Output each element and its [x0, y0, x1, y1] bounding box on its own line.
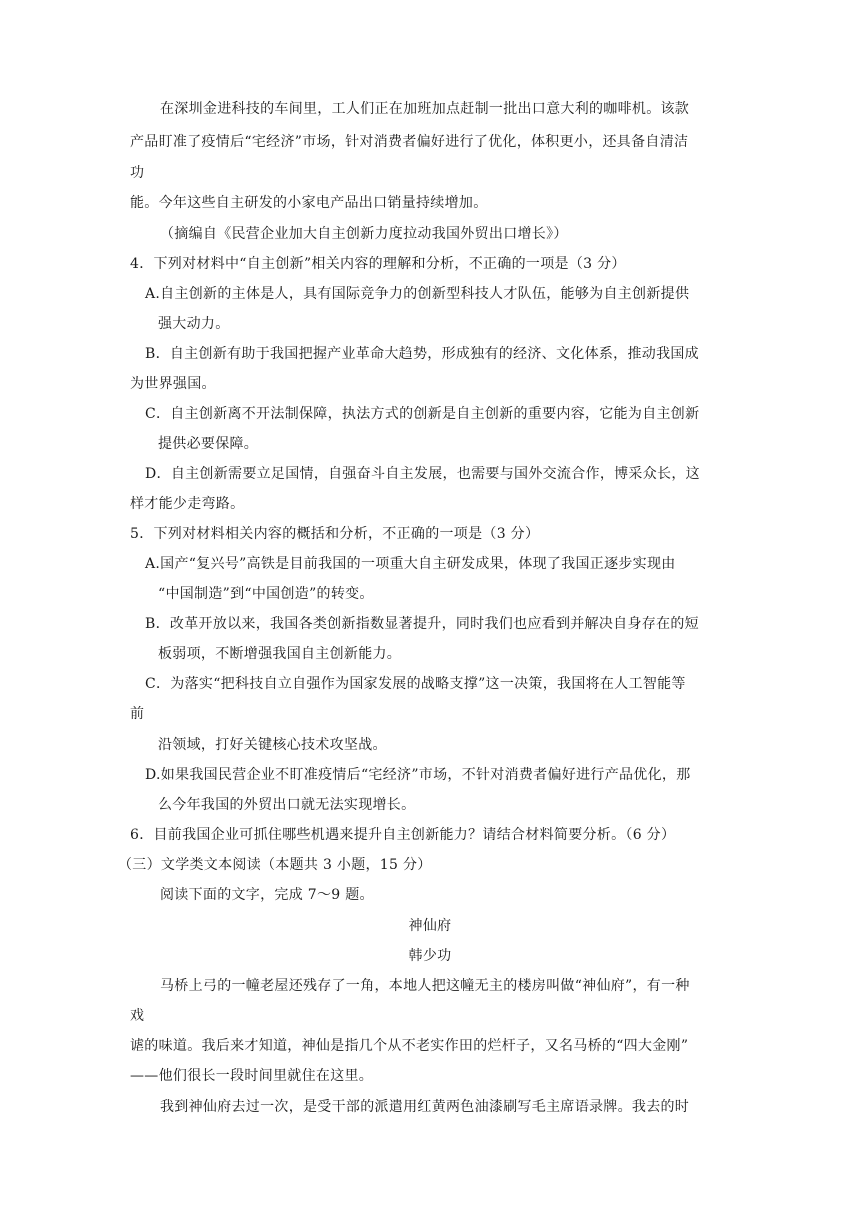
- option-d: D.如果我国民营企业不盯准疫情后“宅经济”市场，不针对消费者偏好进行产品优化，那: [145, 767, 691, 783]
- option-c: C．自主创新离不开法制保障，执法方式的创新是自主创新的重要内容，它能为自主创新: [145, 406, 700, 422]
- option-c-cont: 前: [130, 706, 145, 722]
- option-d-cont: 样才能少走弯路。: [130, 496, 245, 512]
- section-heading: （三）文学类文本阅读（本题共 3 小题，15 分）: [118, 857, 432, 873]
- paragraph-line: 我到神仙府去过一次，是受干部的派遣用红黄两色油漆刷写毛主席语录牌。我去的时: [160, 1099, 690, 1115]
- reading-instruction: 阅读下面的文字，完成 7～9 题。: [160, 887, 374, 903]
- option-b: B．改革开放以来，我国各类创新指数显著提升，同时我们也应看到并解决自身存在的短: [145, 616, 699, 632]
- option-c-cont: 提供必要保障。: [158, 436, 259, 452]
- paragraph-line: 戏: [130, 1008, 145, 1024]
- question-6: 6．目前我国企业可抓住哪些机遇来提升自主创新能力？请结合材料简要分析。（6 分）: [130, 827, 676, 843]
- option-d: D．自主创新需要立足国情，自强奋斗自主发展，也需要与国外交流合作，博采众长，这: [145, 466, 700, 482]
- option-a-cont: 强大动力。: [158, 316, 230, 332]
- paragraph-line: ——他们很长一段时间里就住在这里。: [130, 1068, 374, 1084]
- option-b-cont: 板弱项，不断增强我国自主创新能力。: [158, 646, 402, 662]
- paragraph-line: 马桥上弓的一幢老屋还残存了一角，本地人把这幢无主的楼房叫做“神仙府”，有一种: [160, 978, 690, 994]
- option-a: A.国产“复兴号”高铁是目前我国的一项重大自主研发成果，体现了我国正逐步实现由: [145, 556, 676, 572]
- paragraph-line: 谑的味道。我后来才知道，神仙是指几个从不老实作田的烂杆子，又名马桥的“四大金刚”: [130, 1038, 689, 1054]
- paragraph-line: 功: [130, 165, 145, 181]
- question-5: 5．下列对材料相关内容的概括和分析，不正确的一项是（3 分）: [130, 526, 540, 542]
- option-b: B．自主创新有助于我国把握产业革命大趋势，形成独有的经济、文化体系，推动我国成: [145, 346, 699, 362]
- option-b-cont: 为世界强国。: [130, 376, 216, 392]
- story-author: 韩少功: [408, 948, 452, 964]
- option-a-cont: “中国制造”到“中国创造”的转变。: [158, 586, 374, 602]
- option-c: C．为落实“把科技自立自强作为国家发展的战略支撑”这一决策，我国将在人工智能等: [145, 676, 686, 692]
- option-c-cont: 沿领域，打好关键核心技术攻坚战。: [158, 737, 387, 753]
- paragraph-line: 产品盯准了疫情后“宅经济”市场，针对消费者偏好进行了优化，体积更小，还具备自清洁: [130, 134, 689, 150]
- option-d-cont: 么今年我国的外贸出口就无法实现增长。: [158, 797, 416, 813]
- paragraph-line: 能。今年这些自主研发的小家电产品出口销量持续增加。: [130, 195, 488, 211]
- paragraph-line: 在深圳金进科技的车间里，工人们正在加班加点赶制一批出口意大利的咖啡机。该款: [160, 101, 690, 117]
- question-4: 4．下列对材料中“自主创新”相关内容的理解和分析，不正确的一项是（3 分）: [130, 256, 626, 272]
- source-citation: （摘编自《民营企业加大自主创新力度拉动我国外贸出口增长》）: [160, 226, 568, 242]
- story-title: 神仙府: [408, 918, 452, 934]
- option-a: A.自主创新的主体是人，具有国际竞争力的创新型科技人才队伍，能够为自主创新提供: [145, 286, 690, 302]
